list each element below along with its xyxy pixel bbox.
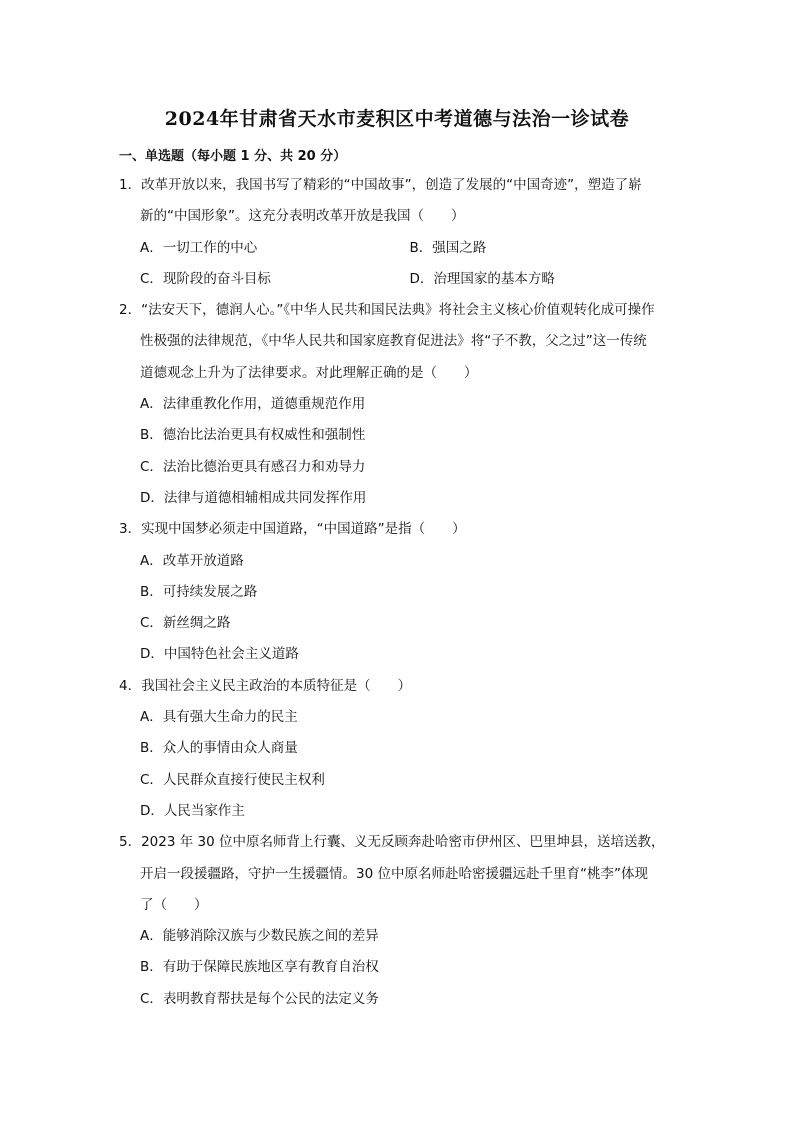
option-c[interactable]: C．表明教育帮扶是每个公民的法定义务 [140,990,379,1007]
option-d[interactable]: D．人民当家作主 [140,802,245,819]
option-d[interactable]: D．治理国家的基本方略 [409,270,555,287]
option-c[interactable]: C．人民群众直接行使民主权利 [140,771,325,788]
question-5 [119,827,679,1015]
option-b[interactable]: B．众人的事情由众人商量 [140,740,298,757]
section-heading: 一、单选题（每小题 1 分、共 20 分） [119,149,347,164]
option-b[interactable]: B．强国之路 [409,239,487,256]
question-stem-line: 性极强的法律规范，《中华人民共和国家庭教育促进法》将“子不教，父之过”这一传统 [140,333,647,350]
option-a[interactable]: A．能够消除汉族与少数民族之间的差异 [140,928,379,945]
option-c[interactable]: C．新丝绸之路 [140,615,231,632]
question-stem-line: 新的“中国形象”。这充分表明改革开放是我国（ ） [140,208,465,225]
question-stem-line: 5．2023 年 30 位中原名师背上行囊、义无反顾奔赴哈密市伊州区、巴里坤县，送培送教， [119,834,665,851]
question-stem-line: 了（ ） [140,896,208,913]
question-number: 3． [119,521,142,538]
question-2 [119,295,679,514]
question-list [119,170,679,1015]
question-stem-line: 2．“法安天下，德润人心。”《中华人民共和国民法典》将社会主义核心价值观转化成可操作 [119,302,655,319]
option-a[interactable]: A．一切工作的中心 [140,239,258,256]
option-a[interactable]: A．具有强大生命力的民主 [140,709,298,726]
option-c[interactable]: C．法治比德治更具有感召力和劝导力 [140,458,366,475]
option-row [119,264,679,295]
option-b[interactable]: B．德治比法治更具有权威性和强制性 [140,427,366,444]
option-b[interactable]: B．可持续发展之路 [140,583,258,600]
option-row [119,233,679,264]
question-stem-line: 4．我国社会主义民主政治的本质特征是（ ） [119,677,412,694]
exam-title: 2024年甘肃省天水市麦积区中考道德与法治一诊试卷 [164,108,630,130]
question-1 [119,170,679,295]
option-a[interactable]: A．法律重教化作用，道德重规范作用 [140,396,366,413]
question-stem-line: 1．改革开放以来，我国书写了精彩的“中国故事”，创造了发展的“中国奇迹”，塑造了崭 [119,177,642,193]
question-stem-line: 开启一段援疆路，守护一生援疆情。30 位中原名师赴哈密援疆远赴千里育“桃李”体现 [140,865,648,882]
option-d[interactable]: D．法律与道德相辅相成共同发挥作用 [140,489,367,506]
question-number: 1． [119,177,142,193]
option-c[interactable]: C．现阶段的奋斗目标 [140,270,271,287]
option-d[interactable]: D．中国特色社会主义道路 [140,646,299,663]
question-number: 4． [119,677,142,694]
question-number: 5． [119,834,142,851]
option-a[interactable]: A．改革开放道路 [140,552,244,569]
question-4 [119,671,679,827]
question-number: 2． [119,302,142,319]
question-stem-line: 3．实现中国梦必须走中国道路，“中国道路”是指（ ） [119,521,466,538]
option-b[interactable]: B．有助于保障民族地区享有教育自治权 [140,959,379,976]
question-stem-line: 道德观念上升为了法律要求。对此理解正确的是（ ） [140,364,478,381]
question-3 [119,514,679,670]
